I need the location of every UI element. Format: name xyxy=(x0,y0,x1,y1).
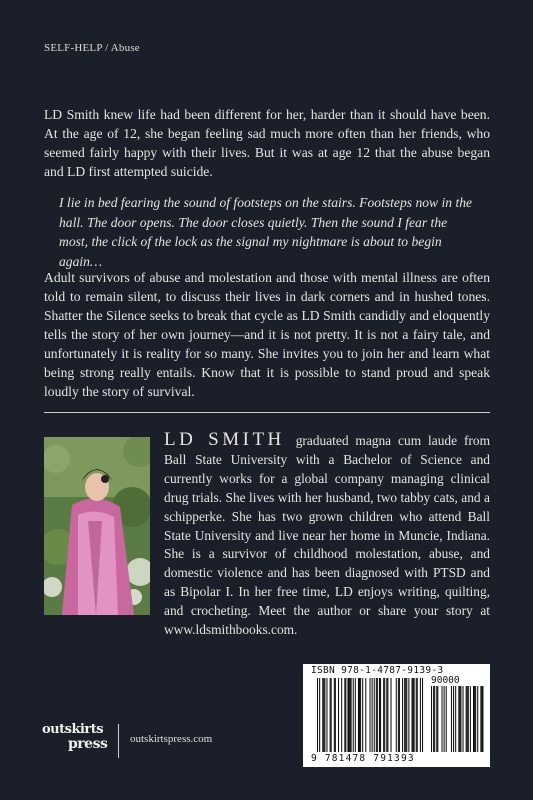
barcode-bar xyxy=(317,678,318,752)
addon-barcode-bar xyxy=(444,686,445,752)
barcode-bar xyxy=(362,678,363,752)
barcode-bar xyxy=(374,678,375,752)
barcode-bar xyxy=(358,678,359,752)
barcode-bar xyxy=(391,678,392,752)
addon-barcode-bar xyxy=(482,686,483,752)
barcode-bar xyxy=(398,678,399,752)
author-bio xyxy=(164,431,490,640)
publisher-url: outskirtspress.com xyxy=(130,733,213,745)
barcode-bar xyxy=(335,678,336,752)
barcode-bar xyxy=(384,678,385,752)
addon-barcode-bar xyxy=(473,686,474,752)
barcode-bar xyxy=(380,678,381,752)
category-label: SELF-HELP / Abuse xyxy=(44,42,140,54)
addon-barcode-bar xyxy=(475,686,476,752)
addon-barcode-bar xyxy=(442,686,443,752)
barcode-bar xyxy=(355,678,356,752)
addon-barcode-bar xyxy=(437,686,438,752)
barcode-bar xyxy=(372,678,373,752)
addon-barcode-bar xyxy=(480,686,481,752)
barcode-bar xyxy=(383,678,384,752)
barcode-bar xyxy=(338,678,339,752)
barcode-bar xyxy=(351,678,352,752)
barcode-bar xyxy=(422,678,423,752)
addon-barcode-bar xyxy=(468,686,469,752)
barcode-bar xyxy=(420,678,421,752)
barcode-bar xyxy=(376,678,377,752)
intro-paragraph: LD Smith knew life had been different for her, harder than it should have been. At the age of 12, she began feeling sad much more often than her friends, who seemed fairly happy with their lives. But it was at age 12 that the abuse began and LD first attempted suicide. xyxy=(44,107,490,179)
author-photo xyxy=(44,437,150,615)
addon-barcode-bar xyxy=(446,686,447,752)
addon-barcode-bar xyxy=(434,686,435,752)
barcode-bar xyxy=(334,678,335,752)
barcode-bar xyxy=(331,678,332,752)
addon-barcode-bar xyxy=(474,686,475,752)
addon-barcode-bar xyxy=(460,686,461,752)
addon-barcode-bar xyxy=(458,686,459,752)
addon-barcode-bar xyxy=(451,686,452,752)
excerpt-quote: I lie in bed fearing the sound of footsteps on the stairs. Footsteps now in the hall. The door opens. The door closes quietly. Then the sound I fear the most, the click of the lock as the signal my nightmare is about to begin again… xyxy=(59,195,473,269)
barcode-bar xyxy=(396,678,397,752)
price-code: 90000 xyxy=(431,675,460,686)
barcode-bar xyxy=(344,678,345,752)
addon-barcode-bar xyxy=(477,686,478,752)
barcode-bar xyxy=(319,678,320,752)
addon-barcode-bar xyxy=(467,686,468,752)
barcode-bar xyxy=(370,678,371,752)
barcode-bar xyxy=(341,678,342,752)
barcode-bar xyxy=(324,678,325,752)
barcode-bar xyxy=(386,678,387,752)
barcode-bar xyxy=(402,678,403,752)
barcode-bar xyxy=(330,678,331,752)
author-name: LD SMITH xyxy=(164,429,285,450)
publisher-logo-line2: press xyxy=(68,736,108,752)
barcode-bar xyxy=(414,678,415,752)
addon-barcode-bar xyxy=(459,686,460,752)
author-bio-text: graduated magna cum laude from Ball State University with a Bachelor of Science and currently works for a global company managing clinical drug trials. She lives with her husband, two tabby cats, and a schipperke. She has two grown children who attend Ball State University and live near her home in Muncie, Indiana. She is a survivor of childhood molestation, abuse, and domestic violence and has been diagnosed with PTSD and as Bipolar I. In her free time, LD enjoys writing, quilting, and crocheting. Meet the author or share your story at www.ldsmithbooks.com. xyxy=(164,433,490,638)
barcode-bar xyxy=(412,678,413,752)
barcode-bar xyxy=(404,678,405,752)
barcode-bar xyxy=(413,678,414,752)
addon-barcode-bar xyxy=(453,686,454,752)
barcode-bar xyxy=(416,678,417,752)
barcode-bar xyxy=(405,678,406,752)
addon-barcode-bar xyxy=(470,686,471,752)
barcode-bar xyxy=(360,678,361,752)
barcode-bar xyxy=(345,678,346,752)
barcode-bar xyxy=(353,678,354,752)
ean-digits: 9 781478 791393 xyxy=(311,753,415,764)
barcode-bar xyxy=(350,678,351,752)
publisher-divider xyxy=(118,724,119,758)
addon-barcode-bar xyxy=(463,686,464,752)
barcode-bar xyxy=(326,678,327,752)
isbn-barcode xyxy=(303,664,490,767)
barcode-bar xyxy=(323,678,324,752)
addon-barcode-bar xyxy=(455,686,456,752)
barcode-bar xyxy=(359,678,360,752)
addon-barcode-bar xyxy=(433,686,434,752)
barcode-bar xyxy=(417,678,418,752)
barcode-bar xyxy=(365,678,366,752)
barcode-bar xyxy=(347,678,348,752)
barcode-bar xyxy=(399,678,400,752)
barcode-panel xyxy=(303,664,490,767)
publisher-logo-line1: outskirts xyxy=(42,722,104,737)
addon-barcode-bar xyxy=(431,686,432,752)
barcode-bar xyxy=(406,678,407,752)
description-paragraph: Adult survivors of abuse and molestation and those with mental illness are often told to remain silent, to discuss their lives in dark corners and in hushed tones. Shatter the Silence seeks to break that cycle as LD Smith candidly and eloquently tells the story of her own journey—and it is not pretty. It is not a fairy tale, and unfortunately it is reality for so many. She invites you to join her and learn what being strong really entails. Know that it is possible to stand proud and speak loudly the story of survival. xyxy=(44,270,490,399)
addon-barcode-bar xyxy=(466,686,467,752)
section-divider xyxy=(44,412,490,413)
barcode-bar xyxy=(377,678,378,752)
addon-barcode-bar xyxy=(481,686,482,752)
barcode-bar xyxy=(349,678,350,752)
barcode-bar xyxy=(322,678,323,752)
barcode-bar xyxy=(379,678,380,752)
addon-barcode-bar xyxy=(436,686,437,752)
isbn-number: ISBN 978-1-4787-9139-3 xyxy=(311,665,444,676)
publisher-logo xyxy=(42,722,114,762)
barcode-bar xyxy=(387,678,388,752)
barcode-bar xyxy=(408,678,409,752)
